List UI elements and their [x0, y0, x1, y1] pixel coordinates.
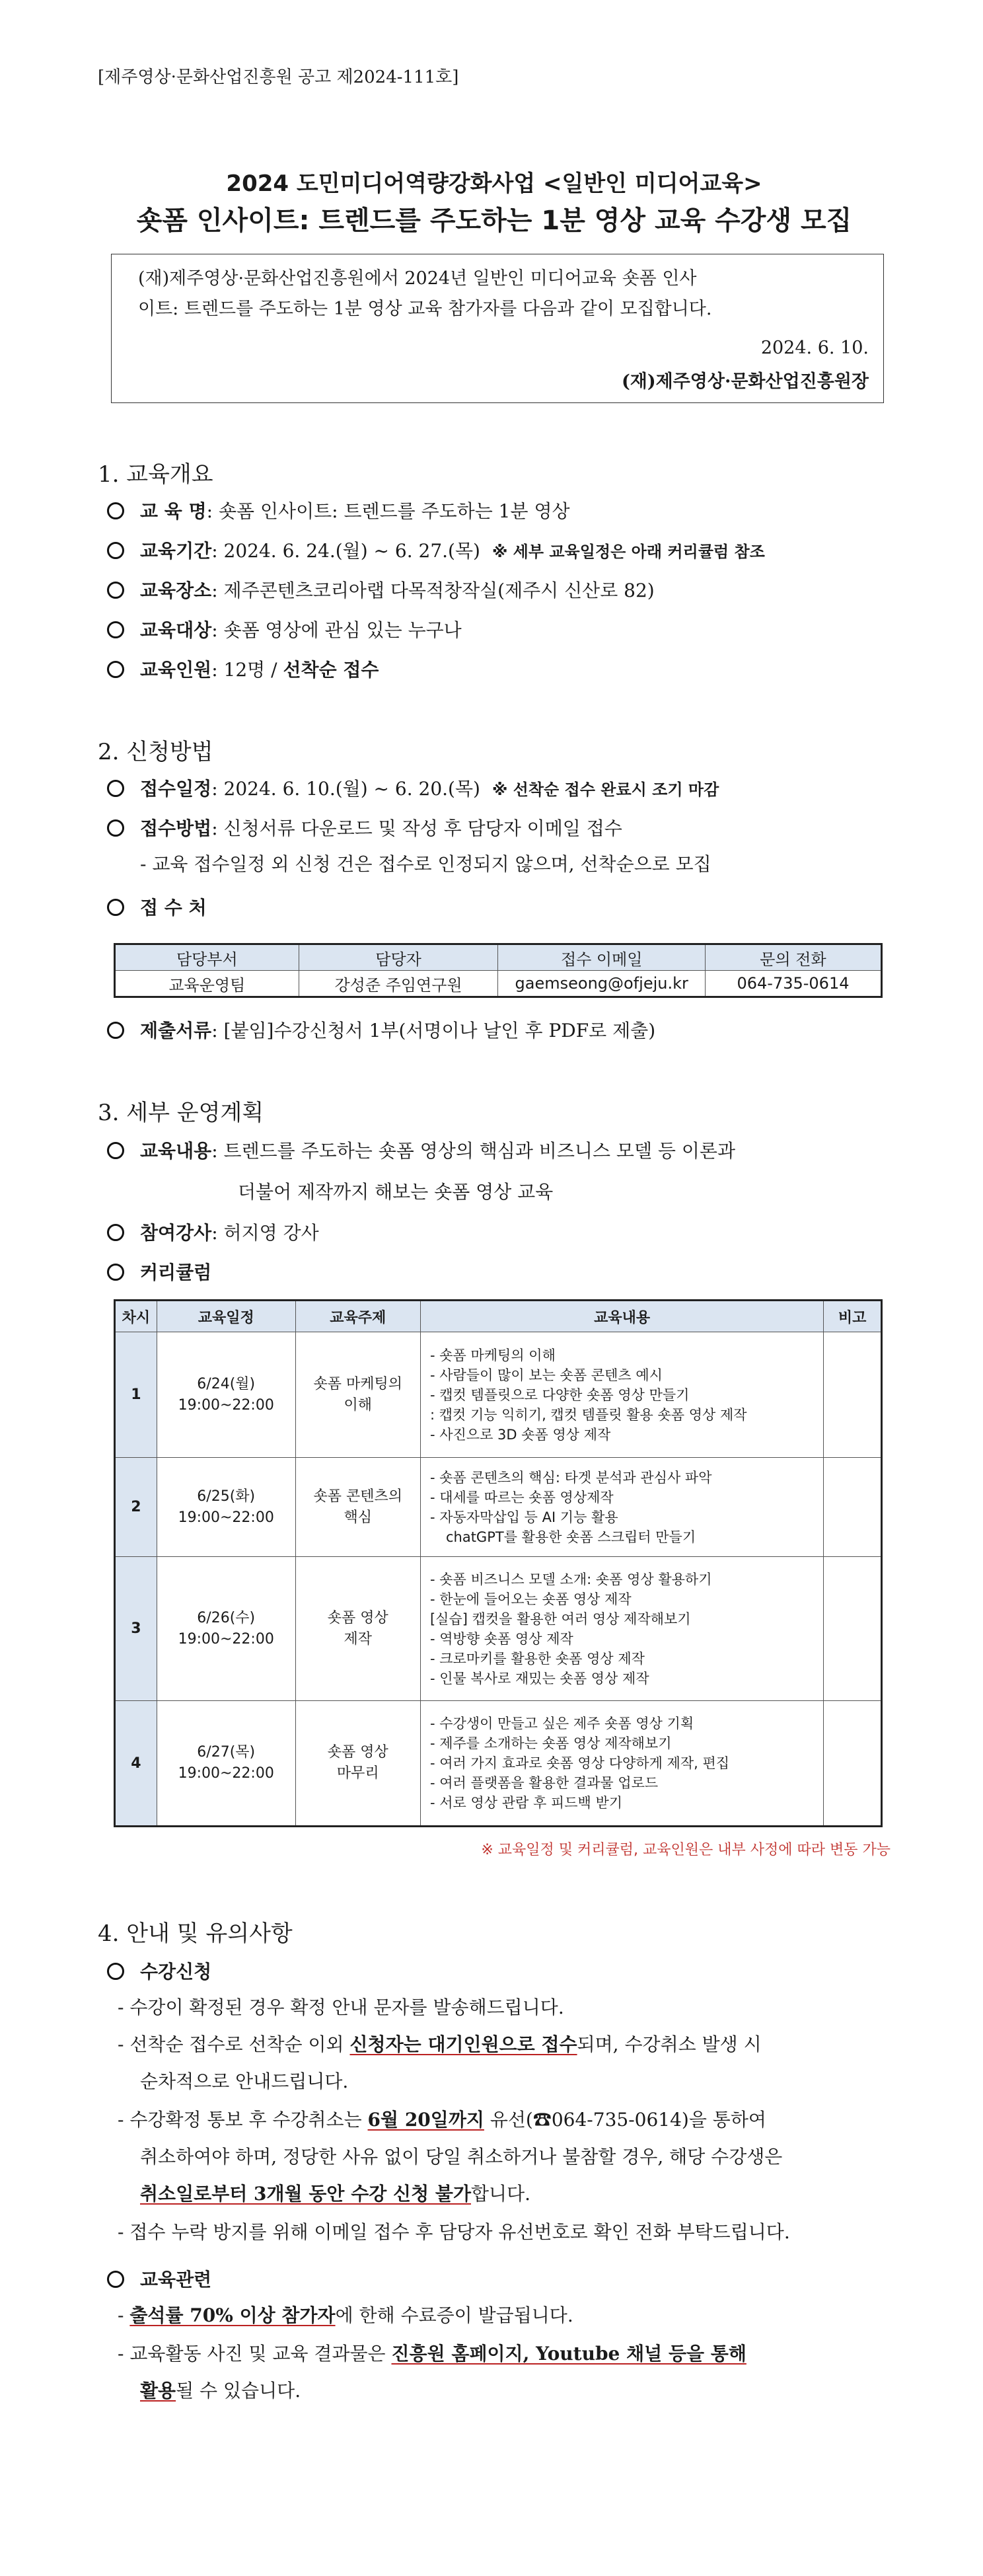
circle-bullet-icon — [107, 819, 124, 837]
schedule-change-warning: ※ 교육일정 및 커리큘럼, 교육인원은 내부 사정에 따라 변동 가능 — [481, 1842, 891, 1858]
list-item: - 여러 가지 효과로 숏폼 영상 다양하게 제작, 편집 — [429, 1755, 730, 1771]
list-item: - 캡컷 템플릿으로 다양한 숏폼 영상 만들기 — [429, 1386, 690, 1403]
intro-box — [111, 254, 884, 403]
intro-line-1: (재)제주영상·문화산업진흥원에서 2024년 일반인 미디어교육 숏폼 인사 — [138, 268, 697, 289]
s3-curriculum: 커리큘럼 — [107, 1258, 211, 1285]
notice-number: [제주영상·문화산업진흥원 공고 제2024-111호] — [98, 67, 459, 87]
list-item: - 대세를 따르는 숏폼 영상제작 — [429, 1489, 614, 1505]
list-item: chatGPT를 활용한 숏폼 스크립터 만들기 — [445, 1529, 696, 1545]
table-row: 3 6/26(수) 19:00~22:00 숏폼 영상 제작 - 숏폼 비즈니스 모델 소개: 숏폼 영상 활용하기 - 한눈에 들어오는 숏폼 영상 제작 [실습] 캡컷을 활용한 여러 영상 제작해보기 - 역방향 숏폼 영상 제작 - 크로마키를 활용한 숏폼 영상 제작 - 인물 복사로 재밌는 숏폼 영상 제작 — [115, 1557, 882, 1701]
s4-reg-1: - 수강이 확정된 경우 확정 안내 문자를 발송해드립니다. — [118, 1996, 564, 2018]
program-title: 2024 도민미디어역량강화사업 <일반인 미디어교육> — [226, 170, 762, 197]
s1-target: 교육대상: 숏폼 영상에 관심 있는 누구나 — [107, 616, 462, 642]
list-item: [실습] 캡컷을 활용한 여러 영상 제작해보기 — [429, 1610, 691, 1627]
s4-reg-4: - 접수 누락 방지를 위해 이메일 접수 후 담당자 유선번호로 확인 전화 부탁드립니다. — [118, 2221, 790, 2243]
intro-line-2: 이트: 트렌드를 주도하는 1분 영상 교육 참가자를 다음과 같이 모집합니다. — [138, 299, 712, 319]
s4-reg-3: - 수강확정 통보 후 수강취소는 6월 20일까지 유선(☎064-735-0614)을 통하여 — [118, 2109, 766, 2131]
table-row: 1 6/24(월) 19:00~22:00 숏폼 마케팅의 이해 - 숏폼 마케팅의 이해 - 사람들이 많이 보는 숏폼 콘텐츠 예시 - 캡컷 템플릿으로 다양한 숏폼 영상 만들기 : 캡컷 기능 익히기, 캡컷 템플릿 활용 숏폼 영상 제작 - 사진으로 3D 숏폼 영상 제작 — [115, 1332, 882, 1458]
s4-reg-2-cont: 순차적으로 안내드립니다. — [140, 2070, 349, 2092]
list-item: - 역방향 숏폼 영상 제작 — [429, 1630, 573, 1647]
circle-bullet-icon — [107, 621, 124, 638]
circle-bullet-icon — [107, 661, 124, 678]
circle-bullet-icon — [107, 542, 124, 559]
list-item: - 숏폼 마케팅의 이해 — [429, 1347, 556, 1363]
s2-period: 접수일정: 2024. 6. 10.(월) ~ 6. 20.(목) ※ 선착순 접수 완료시 조기 마감 — [107, 775, 719, 801]
list-item: - 크로마키를 활용한 숏폼 영상 제작 — [429, 1650, 645, 1667]
circle-bullet-icon — [107, 1224, 124, 1241]
contact-header: 문의 전화 — [705, 944, 881, 971]
curriculum-header: 교육일정 — [157, 1301, 295, 1332]
s4-education: 교육관련 — [107, 2265, 211, 2292]
list-item: - 한눈에 들어오는 숏폼 영상 제작 — [429, 1591, 632, 1607]
circle-bullet-icon — [107, 1264, 124, 1281]
list-item: - 수강생이 만들고 싶은 제주 숏폼 영상 기획 — [429, 1716, 694, 1731]
s4-edu-2-cont: 활용될 수 있습니다. — [140, 2380, 301, 2402]
circle-bullet-icon — [107, 2271, 124, 2288]
s4-reg-3-cont-2: 취소일로부터 3개월 동안 수강 신청 불가합니다. — [140, 2183, 531, 2205]
circle-bullet-icon — [107, 1142, 124, 1159]
list-item: - 사람들이 많이 보는 숏폼 콘텐츠 예시 — [429, 1367, 663, 1383]
contact-header: 접수 이메일 — [498, 944, 705, 971]
circle-bullet-icon — [107, 899, 124, 916]
s3-instructor: 참여강사: 허지영 강사 — [107, 1219, 319, 1245]
curriculum-header: 차시 — [115, 1301, 157, 1332]
circle-bullet-icon — [107, 780, 124, 797]
s3-content: 교육내용: 트렌드를 주도하는 숏폼 영상의 핵심과 비즈니스 모델 등 이론과 — [107, 1137, 735, 1163]
list-item: - 숏폼 콘텐츠의 핵심: 타겟 분석과 관심사 파악 — [429, 1469, 712, 1486]
section-1-title: 1. 교육개요 — [98, 461, 213, 488]
contact-person: 강성준 주임연구원 — [299, 971, 498, 997]
s2-place: 접 수 처 — [107, 893, 207, 920]
curriculum-table — [114, 1299, 883, 1827]
s1-period: 교육기간: 2024. 6. 24.(월) ~ 6. 27.(목) ※ 세부 교육일정은 아래 커리큘럼 참조 — [107, 537, 765, 563]
list-item: - 서로 영상 관람 후 피드백 받기 — [429, 1795, 623, 1811]
contact-table — [114, 943, 883, 998]
s4-reg-2: - 선착순 접수로 선착순 이외 신청자는 대기인원으로 접수되며, 수강취소 발생 시 — [118, 2033, 762, 2055]
list-item: - 자동자막삽입 등 AI 기능 활용 — [429, 1509, 618, 1525]
circle-bullet-icon — [107, 502, 124, 519]
s2-method: 접수방법: 신청서류 다운로드 및 작성 후 담당자 이메일 접수 — [107, 814, 622, 841]
s2-method-sub: - 교육 접수일정 외 신청 건은 접수로 인정되지 않으며, 선착순으로 모집 — [140, 853, 711, 875]
list-item: - 사진으로 3D 숏폼 영상 제작 — [429, 1426, 611, 1443]
contact-header: 담당부서 — [115, 944, 299, 971]
s1-course-name: 교 육 명: 숏폼 인사이트: 트렌드를 주도하는 1분 영상 — [107, 497, 570, 523]
s4-registration: 수강신청 — [107, 1957, 211, 1984]
s4-reg-3-cont: 취소하여야 하며, 정당한 사유 없이 당일 취소하거나 불참할 경우, 해당 수강생은 — [140, 2146, 783, 2168]
s2-docs: 제출서류: [붙임]수강신청서 1부(서명이나 날인 후 PDF로 제출) — [107, 1016, 655, 1043]
s3-content-line-2: 더불어 제작까지 해보는 숏폼 영상 교육 — [238, 1181, 554, 1203]
s1-count: 교육인원: 12명 / 선착순 접수 — [107, 656, 379, 682]
section-2-title: 2. 신청방법 — [98, 739, 213, 765]
list-item: : 캡컷 기능 익히기, 캡컷 템플릿 활용 숏폼 영상 제작 — [429, 1406, 747, 1423]
contact-phone: 064-735-0614 — [705, 971, 881, 997]
list-item: - 제주를 소개하는 숏폼 영상 제작해보기 — [429, 1735, 672, 1751]
curriculum-header: 교육주제 — [295, 1301, 420, 1332]
intro-date: 2024. 6. 10. — [760, 338, 869, 358]
table-row: 2 6/25(화) 19:00~22:00 숏폼 콘텐츠의 핵심 - 숏폼 콘텐츠의 핵심: 타겟 분석과 관심사 파악 - 대세를 따르는 숏폼 영상제작 - 자동자막삽입 등 AI 기능 활용 chatGPT를 활용한 숏폼 스크립터 만들기 — [115, 1458, 882, 1557]
list-item: - 숏폼 비즈니스 모델 소개: 숏폼 영상 활용하기 — [429, 1571, 712, 1587]
s1-place: 교육장소: 제주콘텐츠코리아랩 다목적창작실(제주시 신산로 82) — [107, 576, 655, 603]
contact-department: 교육운영팀 — [115, 971, 299, 997]
curriculum-header: 비고 — [824, 1301, 882, 1332]
intro-org: (재)제주영상·문화산업진흥원장 — [621, 371, 869, 392]
list-item: - 인물 복사로 재밌는 숏폼 영상 제작 — [429, 1670, 649, 1686]
contact-email[interactable]: gaemseong@ofjeju.kr — [498, 971, 705, 997]
circle-bullet-icon — [107, 1022, 124, 1039]
table-row: 4 6/27(목) 19:00~22:00 숏폼 영상 마무리 - 수강생이 만들고 싶은 제주 숏폼 영상 기획 - 제주를 소개하는 숏폼 영상 제작해보기 - 여러 가지 효과로 숏폼 영상 다양하게 제작, 편집 - 여러 플랫폼을 활용한 결과물 업로드 - 서로 영상 관람 후 피드백 받기 — [115, 1701, 882, 1827]
section-3-title: 3. 세부 운영계획 — [98, 1100, 264, 1126]
contact-header: 담당자 — [299, 944, 498, 971]
s4-edu-2: - 교육활동 사진 및 교육 결과물은 진흥원 홈페이지, Youtube 채널 등을 통해 — [118, 2343, 746, 2365]
course-title: 숏폼 인사이트: 트렌드를 주도하는 1분 영상 교육 수강생 모집 — [136, 206, 852, 236]
curriculum-header: 교육내용 — [420, 1301, 823, 1332]
section-4-title: 4. 안내 및 유의사항 — [98, 1920, 293, 1947]
s4-edu-1: - 출석률 70% 이상 참가자에 한해 수료증이 발급됩니다. — [118, 2304, 573, 2326]
circle-bullet-icon — [107, 1963, 124, 1980]
circle-bullet-icon — [107, 582, 124, 599]
list-item: - 여러 플랫폼을 활용한 결과물 업로드 — [429, 1775, 659, 1791]
